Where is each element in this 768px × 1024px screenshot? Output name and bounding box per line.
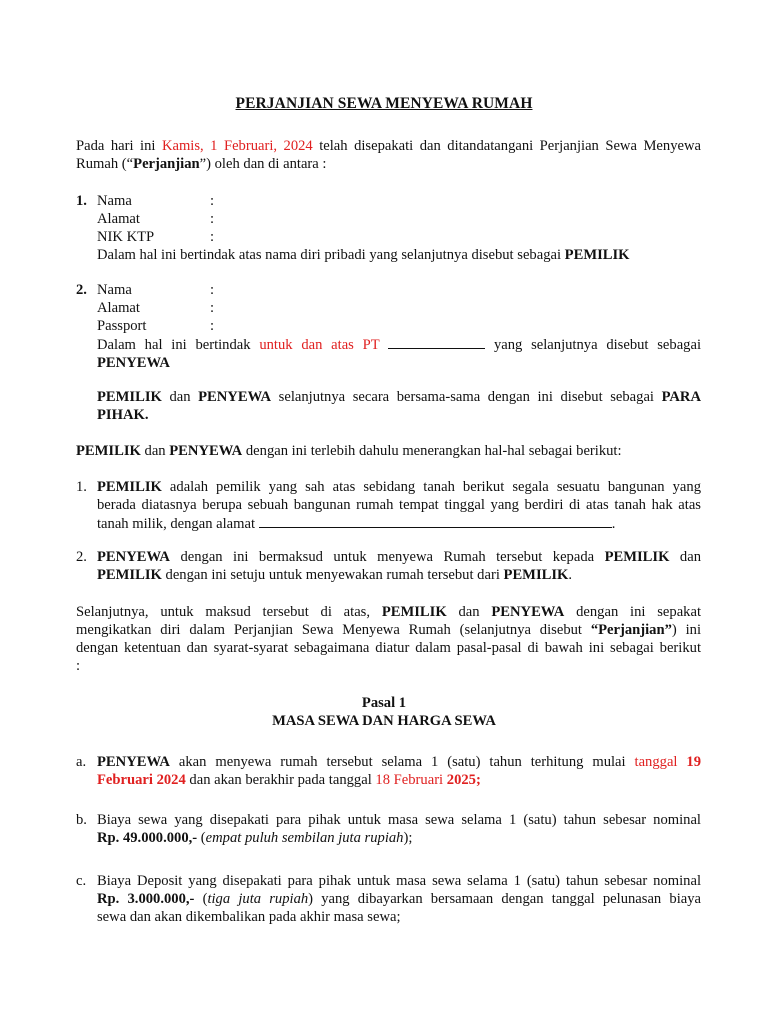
term-pemilik: PEMILIK <box>503 567 569 583</box>
party1-label-alamat: Alamat <box>97 211 140 227</box>
party1-colon: : <box>210 193 215 209</box>
selanjutnya-text: mengikatkan diri dalam Perjanjian Sewa Menyewa Rumah (selanjutnya disebut <box>76 622 591 638</box>
intro-perjanjian: Perjanjian <box>133 156 200 172</box>
clause-a-end-date: 18 Februari <box>375 772 447 788</box>
clause-b-text: ( <box>197 830 206 846</box>
term-pemilik: PEMILIK <box>97 389 162 405</box>
party2-pt: untuk dan atas PT <box>259 337 380 353</box>
party2-label-passport: Passport <box>97 318 147 334</box>
explain-text: dan <box>140 443 170 459</box>
party1-colon: : <box>210 229 215 245</box>
party2-desc: Dalam hal ini bertindak <box>97 337 260 353</box>
recital1-block <box>97 478 701 533</box>
deposit-amount-words: tiga juta rupiah <box>207 891 309 907</box>
term-pemilik: PEMILIK <box>381 604 447 620</box>
recital2-text: . <box>568 567 573 583</box>
party1-block <box>97 192 701 264</box>
party2-colon: : <box>210 318 215 334</box>
clause-a-start-date: tanggal <box>634 754 687 770</box>
selanjutnya-paragraph <box>76 603 701 675</box>
pasal-subheading: MASA SEWA DAN HARGA SEWA <box>272 713 496 729</box>
intro-paragraph <box>76 137 701 173</box>
selanjutnya-text: ) ini <box>671 622 701 638</box>
clause-a-start-month: Februari 2024 <box>97 772 186 788</box>
deposit-amount: Rp. 3.000.000,- <box>97 891 195 907</box>
party1-label-nama: Nama <box>97 193 132 209</box>
explain-text: dengan ini terlebih dahulu menerangkan hal-hal sebagai berikut: <box>242 443 622 459</box>
term-pemilik: PEMILIK <box>97 567 162 583</box>
recital1-text: tanah milik, dengan alamat <box>97 516 259 532</box>
recital2-number: 2. <box>76 549 87 565</box>
party2-colon: : <box>210 300 215 316</box>
clause-a-start-day: 19 <box>686 754 701 770</box>
para-pihak-paragraph <box>97 388 701 424</box>
term-penyewa: PENYEWA <box>97 549 170 565</box>
intro-text: telah disepakati dan ditandatangani Perjanjian Sewa Menyewa <box>312 138 701 154</box>
clause-c-text: ) yang dibayarkan bersamaan dengan tanggal pelunasan biaya <box>308 891 702 907</box>
party1-desc: Dalam hal ini bertindak atas nama diri pribadi yang selanjutnya disebut sebagai <box>97 247 565 263</box>
party2-pt-blank <box>388 335 485 349</box>
document-title: PERJANJIAN SEWA MENYEWA RUMAH <box>235 95 533 112</box>
intro-text: Pada hari ini <box>76 138 162 154</box>
clause-c-text: sewa dan akan dikembalikan pada akhir masa sewa; <box>97 909 401 925</box>
term-penyewa: PENYEWA <box>198 389 272 405</box>
term-pemilik: PEMILIK <box>604 549 670 565</box>
clause-b-number: b. <box>76 812 87 828</box>
para-pihak-text: dan <box>161 389 199 405</box>
party1-role: PEMILIK <box>564 247 630 263</box>
recital2-text: dan <box>669 549 701 565</box>
term-pemilik: PEMILIK <box>76 443 141 459</box>
clause-c-block <box>97 872 701 926</box>
clause-c-text: ( <box>194 891 208 907</box>
pasal-heading: Pasal 1 <box>361 695 407 711</box>
clause-a-number: a. <box>76 754 87 770</box>
recital1-text: berada diatasnya berupa sebuah bangunan rumah tempat tinggal yang berdiri di atas tanah hak atas <box>97 497 701 513</box>
selanjutnya-text: dengan ini sepakat <box>564 604 701 620</box>
rent-amount-words: empat puluh sembilan juta rupiah <box>205 830 404 846</box>
clause-a-text: dan akan berakhir pada tanggal <box>185 772 376 788</box>
term-penyewa: PENYEWA <box>491 604 565 620</box>
selanjutnya-text: dengan ketentuan dan syarat-syarat sebagaimana diatur dalam pasal-pasal di bawah ini sebagai berikut <box>76 640 701 656</box>
term-penyewa: PENYEWA <box>169 443 243 459</box>
party2-desc: yang selanjutnya disebut sebagai <box>485 337 702 353</box>
intro-date: Kamis, 1 Februari, 2024 <box>161 138 313 154</box>
clause-b-text: Biaya sewa yang disepakati para pihak untuk masa sewa selama 1 (satu) tahun sebesar nominal <box>97 812 701 828</box>
party1-label-nik: NIK KTP <box>97 229 155 245</box>
clause-b-text: ); <box>403 830 413 846</box>
party2-role: PENYEWA <box>97 355 170 371</box>
para-pihak-text: selanjutnya secara bersama-sama dengan ini disebut sebagai <box>271 389 662 405</box>
selanjutnya-text: Selanjutnya, untuk maksud tersebut di atas, <box>76 604 382 620</box>
clause-a-end-year: 2025; <box>446 772 481 788</box>
term-penyewa: PENYEWA <box>97 754 170 770</box>
party1-colon: : <box>210 211 215 227</box>
clause-b-block <box>97 811 701 847</box>
recital1-text: adalah pemilik yang sah atas sebidang tanah berikut segala sesuatu bangunan yang <box>161 479 701 495</box>
party2-label-nama: Nama <box>97 282 132 298</box>
term-perjanjian: “Perjanjian” <box>590 622 672 638</box>
recital2-block <box>97 548 701 584</box>
recital2-text: dengan ini setuju untuk menyewakan rumah tersebut dari <box>161 567 504 583</box>
term-pemilik: PEMILIK <box>97 479 162 495</box>
party2-label-alamat: Alamat <box>97 300 140 316</box>
intro-text: Rumah (“ <box>76 156 134 172</box>
party2-number: 2. <box>76 282 87 298</box>
clause-c-text: Biaya Deposit yang disepakati para pihak untuk masa sewa selama 1 (satu) tahun sebesar nominal <box>97 873 701 889</box>
term-para: PARA <box>661 389 702 405</box>
recital1-end: . <box>611 516 616 532</box>
clause-c-number: c. <box>76 873 87 889</box>
rent-amount: Rp. 49.000.000,- <box>97 830 198 846</box>
party2-colon: : <box>210 282 215 298</box>
recital2-text: dengan ini bermaksud untuk menyewa Rumah tersebut kepada <box>169 549 605 565</box>
clause-a-block <box>97 753 701 789</box>
explain-paragraph <box>76 442 701 460</box>
recital1-number: 1. <box>76 479 87 495</box>
clause-a-text: akan menyewa rumah tersebut selama 1 (satu) tahun terhitung mulai <box>169 754 635 770</box>
party1-number: 1. <box>76 193 87 209</box>
party2-block <box>97 281 701 372</box>
selanjutnya-text: dan <box>446 604 492 620</box>
term-pihak: PIHAK. <box>97 407 149 423</box>
address-blank <box>259 514 612 528</box>
selanjutnya-text: : <box>76 658 81 674</box>
intro-text: ”) oleh dan di antara : <box>199 156 327 172</box>
